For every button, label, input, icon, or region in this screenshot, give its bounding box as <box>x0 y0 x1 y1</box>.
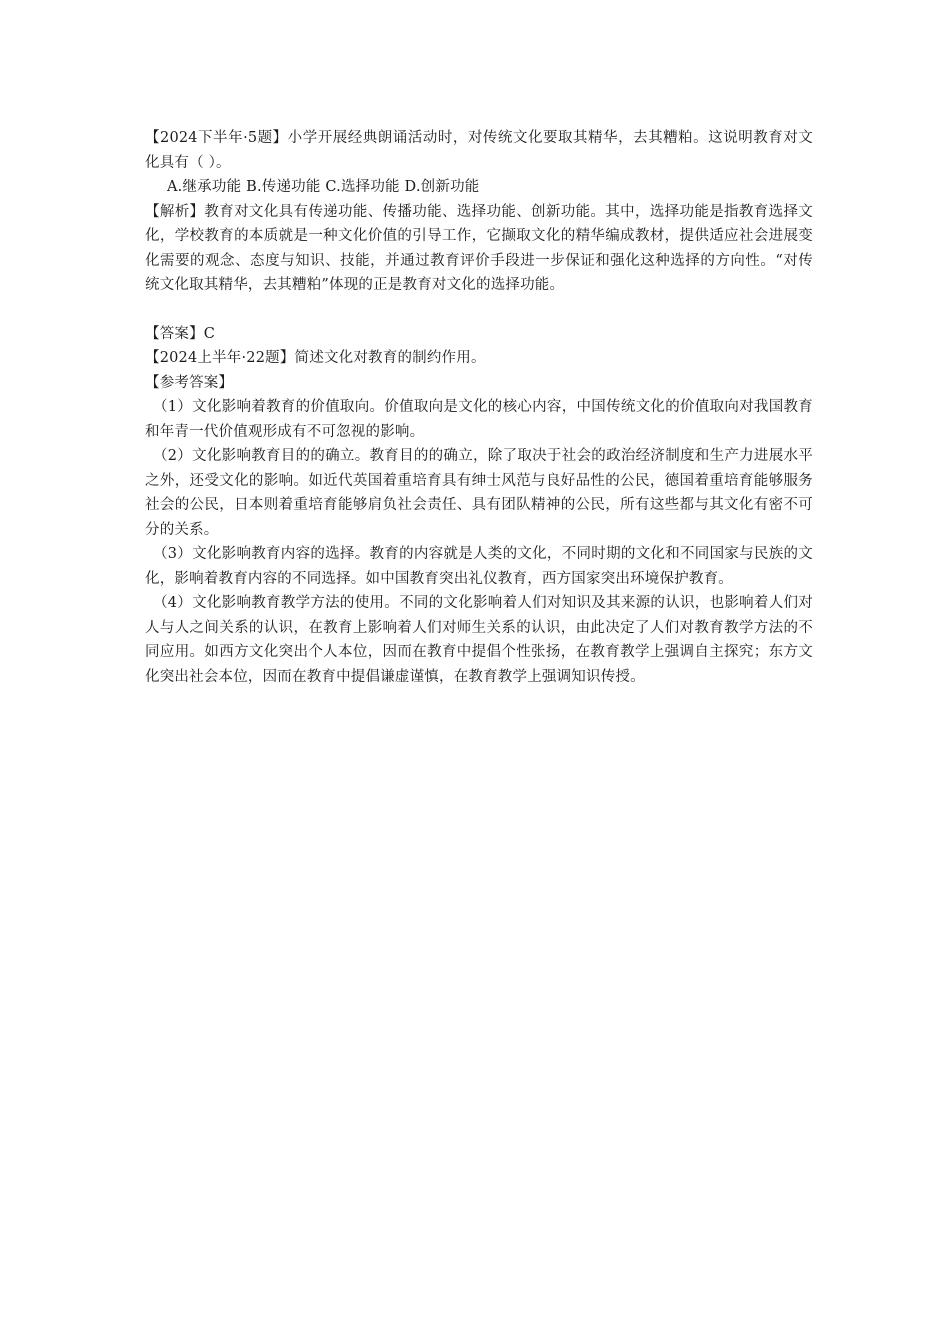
question1-options: A.继承功能 B.传递功能 C.选择功能 D.创新功能 <box>167 179 480 195</box>
question1-stem: 【2024下半年·5题】小学开展经典朗诵活动时，对传统文化要取其精华，去其糟粕。这说明教育对文化具有（ ）。 <box>145 130 813 171</box>
reference-answer-heading: 【参考答案】 <box>145 374 234 391</box>
paragraph-gap <box>145 298 813 322</box>
answer-point-3: （3）文化影响教育内容的选择。教育的内容就是人类的文化，不同时期的文化和不同国家与民族的文化，影响着教育内容的不同选择。如中国教育突出礼仪教育，西方国家突出环境保护教育。 <box>145 546 813 587</box>
answer-point-2: （2）文化影响教育目的的确立。教育目的的确立，除了取决于社会的政治经济制度和生产力进展水平之外，还受文化的影响。如近代英国着重培育具有绅士风范与良好品性的公民，德国着重培育能够服务社会的公民，日本则着重培育能够肩负社会责任、具有团队精神的公民，所有这些都与其文化有密不可分的关系。 <box>145 448 813 538</box>
question1-answer: 【答案】C <box>145 325 216 342</box>
answer-point-1: （1）文化影响着教育的价值取向。价值取向是文化的核心内容，中国传统文化的价值取向对我国教育和年青一代价值观形成有不可忽视的影响。 <box>145 399 813 440</box>
document-body <box>145 126 813 689</box>
question2-stem: 【2024上半年·22题】简述文化对教育的制约作用。 <box>145 350 486 366</box>
question1-analysis: 【解析】教育对文化具有传递功能、传播功能、选择功能、创新功能。其中，选择功能是指教育选择文化，学校教育的本质就是一种文化价值的引导工作，它撷取文化的精华编成教材，提供适应社会进展变化需要的观念、态度与知识、技能，并通过教育评价手段进一步保证和强化这种选择的方向性。“对传统文化取其精华，去其糟粕”体现的正是教育对文化的选择功能。 <box>145 203 813 293</box>
answer-point-4: （4）文化影响教育教学方法的使用。不同的文化影响着人们对知识及其来源的认识，也影响着人们对人与人之间关系的认识，在教育上影响着人们对师生关系的认识，由此决定了人们对教育教学方法的不同应用。如西方文化突出个人本位，因而在教育中提倡个性张扬，在教育教学上强调自主探究；东方文化突出社会本位，因而在教育中提倡谦虚谨慎，在教育教学上强调知识传授。 <box>145 595 813 685</box>
